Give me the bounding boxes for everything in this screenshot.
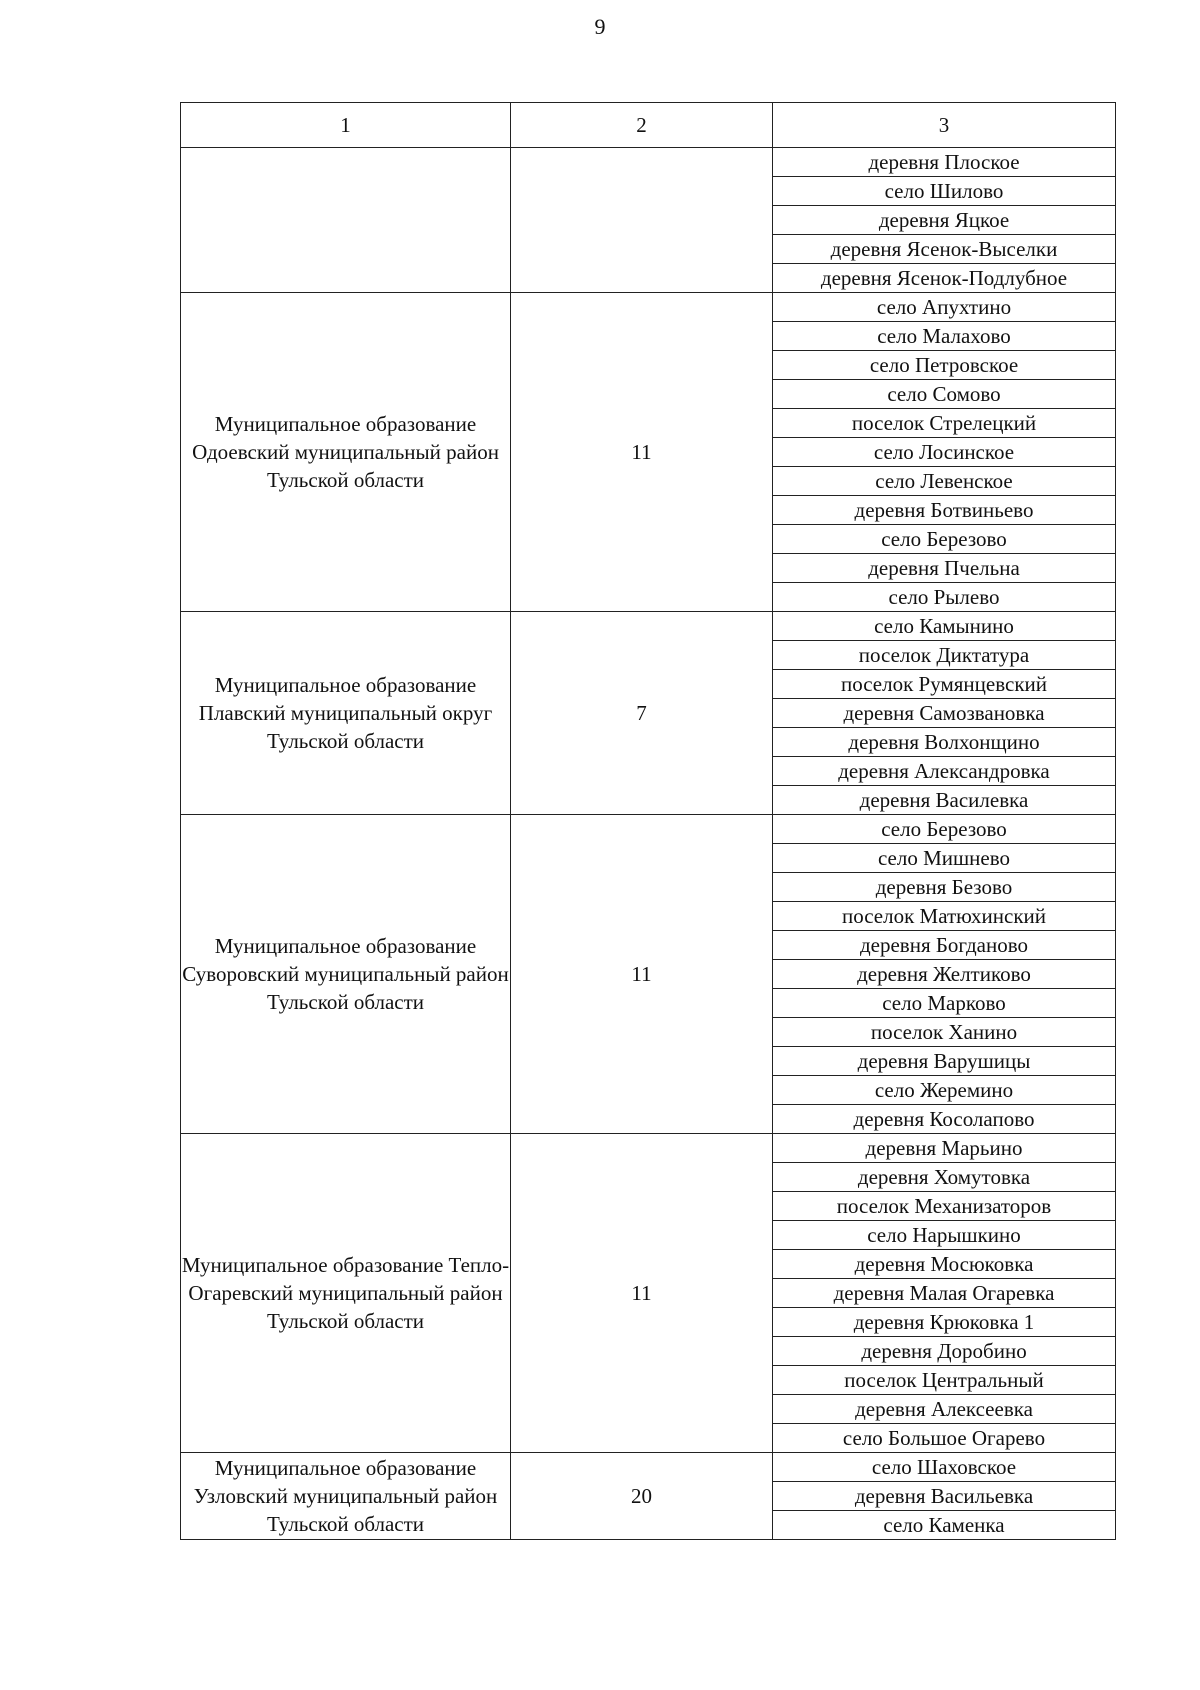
locality-name: деревня Волхонщино — [773, 728, 1116, 757]
settlement-count: 11 — [511, 1134, 773, 1453]
locality-name: село Апухтино — [773, 293, 1116, 322]
settlement-count — [511, 148, 773, 293]
page-number: 9 — [594, 14, 606, 39]
locality-name: деревня Пчельна — [773, 554, 1116, 583]
locality-name: поселок Центральный — [773, 1366, 1116, 1395]
locality-name: село Березово — [773, 525, 1116, 554]
locality-name: деревня Крюковка 1 — [773, 1308, 1116, 1337]
locality-name: село Камынино — [773, 612, 1116, 641]
locality-name: деревня Васильевка — [773, 1482, 1116, 1511]
municipality-name-cell — [181, 148, 511, 293]
municipality-name-cell — [181, 815, 511, 1134]
column-header-1: 1 — [181, 103, 511, 148]
locality-name: деревня Хомутовка — [773, 1163, 1116, 1192]
locality-name: село Левенское — [773, 467, 1116, 496]
locality-name: село Петровское — [773, 351, 1116, 380]
locality-name: деревня Яцкое — [773, 206, 1116, 235]
locality-name: деревня Александровка — [773, 757, 1116, 786]
locality-name: деревня Марьино — [773, 1134, 1116, 1163]
table-row — [181, 293, 1116, 322]
locality-name: село Шаховское — [773, 1453, 1116, 1482]
locality-name: деревня Малая Огаревка — [773, 1279, 1116, 1308]
table-row — [181, 1453, 1116, 1482]
locality-name: село Малахово — [773, 322, 1116, 351]
locality-name: деревня Плоское — [773, 148, 1116, 177]
table-row — [181, 1134, 1116, 1163]
locality-name: село Каменка — [773, 1511, 1116, 1540]
locality-name: село Шилово — [773, 177, 1116, 206]
locality-name: село Рылево — [773, 583, 1116, 612]
table-row — [181, 148, 1116, 177]
locality-name: поселок Стрелецкий — [773, 409, 1116, 438]
locality-name: деревня Мосюковка — [773, 1250, 1116, 1279]
locality-name: деревня Самозвановка — [773, 699, 1116, 728]
table-header-row — [181, 103, 1116, 148]
locality-name: деревня Доробино — [773, 1337, 1116, 1366]
locality-name: деревня Безово — [773, 873, 1116, 902]
table-body — [181, 103, 1116, 1540]
locality-name: село Марково — [773, 989, 1116, 1018]
locality-name: деревня Желтиково — [773, 960, 1116, 989]
locality-name: село Сомово — [773, 380, 1116, 409]
locality-name: село Березово — [773, 815, 1116, 844]
locality-name: деревня Варушицы — [773, 1047, 1116, 1076]
municipalities-table — [180, 102, 1116, 1540]
column-header-3: 3 — [773, 103, 1116, 148]
locality-name: поселок Румянцевский — [773, 670, 1116, 699]
table-row — [181, 612, 1116, 641]
settlement-count: 11 — [511, 815, 773, 1134]
locality-name: деревня Ботвиньево — [773, 496, 1116, 525]
municipality-name-cell — [181, 1134, 511, 1453]
locality-name: село Мишнево — [773, 844, 1116, 873]
settlement-count: 20 — [511, 1453, 773, 1540]
settlement-count: 11 — [511, 293, 773, 612]
locality-name: поселок Диктатура — [773, 641, 1116, 670]
municipality-name: Муниципальное образование Одоевский муниципальный район Тульской области — [192, 412, 499, 492]
municipality-name-cell — [181, 612, 511, 815]
column-header-2: 2 — [511, 103, 773, 148]
locality-name: село Жеремино — [773, 1076, 1116, 1105]
municipality-name: Муниципальное образование Тепло-Огаревский муниципальный район Тульской области — [181, 1253, 510, 1333]
locality-name: поселок Ханино — [773, 1018, 1116, 1047]
locality-name: село Нарышкино — [773, 1221, 1116, 1250]
municipality-name-cell — [181, 1453, 511, 1540]
locality-name: деревня Ясенок-Подлубное — [773, 264, 1116, 293]
municipality-name: Муниципальное образование Суворовский муниципальный район Тульской области — [182, 934, 509, 1014]
locality-name: село Лосинское — [773, 438, 1116, 467]
table-row — [181, 815, 1116, 844]
locality-name: деревня Василевка — [773, 786, 1116, 815]
locality-name: деревня Косолапово — [773, 1105, 1116, 1134]
municipality-name-cell — [181, 293, 511, 612]
settlement-count: 7 — [511, 612, 773, 815]
locality-name: село Большое Огарево — [773, 1424, 1116, 1453]
locality-name: поселок Механизаторов — [773, 1192, 1116, 1221]
locality-name: деревня Ясенок-Выселки — [773, 235, 1116, 264]
municipality-name: Муниципальное образование Узловский муниципальный район Тульской области — [193, 1456, 498, 1536]
locality-name: деревня Алексеевка — [773, 1395, 1116, 1424]
locality-name: деревня Богданово — [773, 931, 1116, 960]
locality-name: поселок Матюхинский — [773, 902, 1116, 931]
municipality-name: Муниципальное образование Плавский муниципальный округ Тульской области — [198, 673, 493, 753]
